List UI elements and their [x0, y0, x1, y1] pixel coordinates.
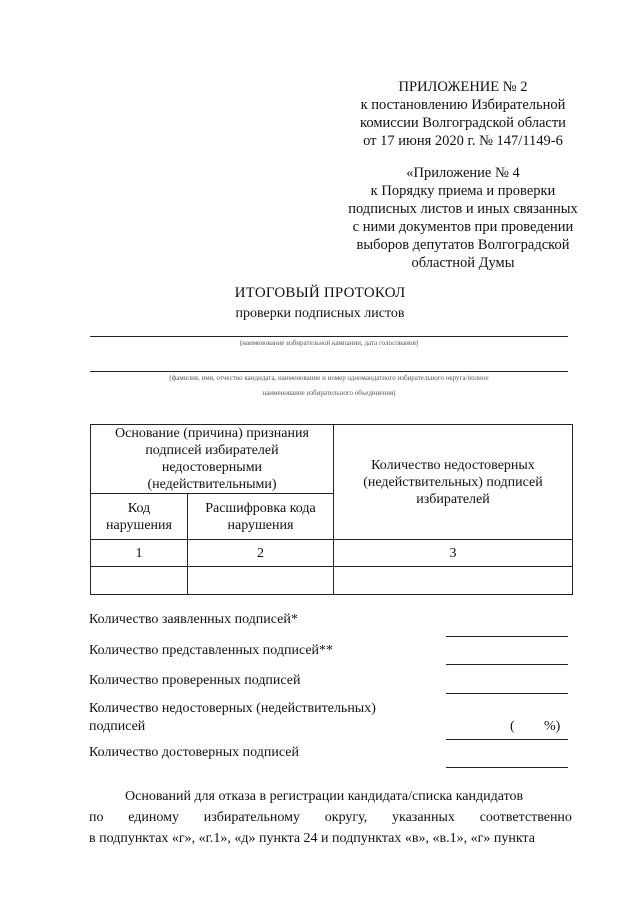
candidate-caption-line1: (фамилия, имя, отчество кандидата, наименование и номер одномандатного избирательного округа/полное	[169, 374, 489, 382]
table-row	[91, 567, 573, 595]
submitted-signatures-label: Количество представленных подписей**	[89, 643, 334, 658]
submitted-signatures-line	[446, 664, 568, 665]
header-count-cell: Количество недостоверных (недействительных) подписей избирателей	[333, 425, 572, 540]
checked-signatures-label: Количество проверенных подписей	[89, 673, 301, 688]
violations-table	[90, 424, 573, 595]
col-number: 1	[91, 540, 188, 567]
paragraph-word: соответственно	[479, 810, 572, 825]
paragraph-word: единому	[128, 810, 179, 825]
paragraph-word: округу,	[324, 810, 368, 825]
appendix-line: от 17 июня 2020 г. № 147/1149-6	[363, 133, 563, 149]
grounds-paragraph	[89, 786, 572, 849]
col-number: 2	[188, 540, 334, 567]
protocol-subtitle: проверки подписных листов	[235, 306, 405, 321]
paragraph-line: в подпунктах «г», «г.1», «д» пункта 24 и подпунктах «в», «в.1», «г» пункта	[89, 831, 535, 846]
col-decode-header: Расшифровка кода нарушения	[188, 494, 334, 540]
candidate-fill-line	[90, 371, 568, 372]
appendix-line: к постановлению Избирательной	[360, 97, 566, 113]
inner-appendix-line: к Порядку приема и проверки	[370, 183, 556, 199]
paragraph-line	[89, 807, 572, 828]
inner-appendix-title: «Приложение № 4	[406, 165, 520, 181]
inner-appendix-line: выборов депутатов Волгоградской	[356, 237, 570, 253]
campaign-caption: (наименование избирательной кампании, дата голосования)	[239, 339, 419, 347]
table-number-row	[91, 540, 573, 567]
paragraph-word: указанных	[391, 810, 455, 825]
invalid-signatures-line	[446, 739, 568, 740]
col-number: 3	[333, 540, 572, 567]
candidate-caption-line2: наименование избирательного объединения)	[262, 389, 396, 397]
campaign-fill-line	[90, 336, 568, 337]
percent-open: (	[510, 719, 515, 734]
appendix-line: комиссии Волгоградской области	[360, 115, 566, 131]
paragraph-line: Оснований для отказа в регистрации кандидата/списка кандидатов	[125, 789, 524, 804]
paragraph-word: избирательному	[203, 810, 301, 825]
paragraph-word: по	[89, 810, 104, 825]
table-header-row	[91, 425, 573, 494]
col-code-header: Код нарушения	[91, 494, 188, 540]
table-cell	[333, 567, 572, 595]
inner-appendix-line: областной Думы	[411, 255, 515, 271]
declared-signatures-label: Количество заявленных подписей*	[89, 612, 298, 627]
invalid-signatures-label-cont: подписей	[89, 719, 146, 734]
valid-signatures-line	[446, 767, 568, 768]
protocol-title: ИТОГОВЫЙ ПРОТОКОЛ	[234, 285, 406, 301]
percent-close: %)	[544, 719, 561, 734]
invalid-signatures-label: Количество недостоверных (недействительных)	[89, 701, 376, 716]
header-reason-cell: Основание (причина) признания подписей избирателей недостоверными (недействительными)	[91, 425, 334, 494]
declared-signatures-line	[446, 636, 568, 637]
checked-signatures-line	[446, 693, 568, 694]
appendix-block	[318, 78, 608, 150]
table-cell	[188, 567, 334, 595]
inner-appendix-line: с ними документов при проведении	[352, 219, 574, 235]
table-cell	[91, 567, 188, 595]
valid-signatures-label: Количество достоверных подписей	[89, 745, 299, 760]
appendix-title: ПРИЛОЖЕНИЕ № 2	[398, 79, 528, 95]
inner-appendix-line: подписных листов и иных связанных	[348, 201, 578, 217]
inner-appendix-block	[318, 164, 608, 272]
